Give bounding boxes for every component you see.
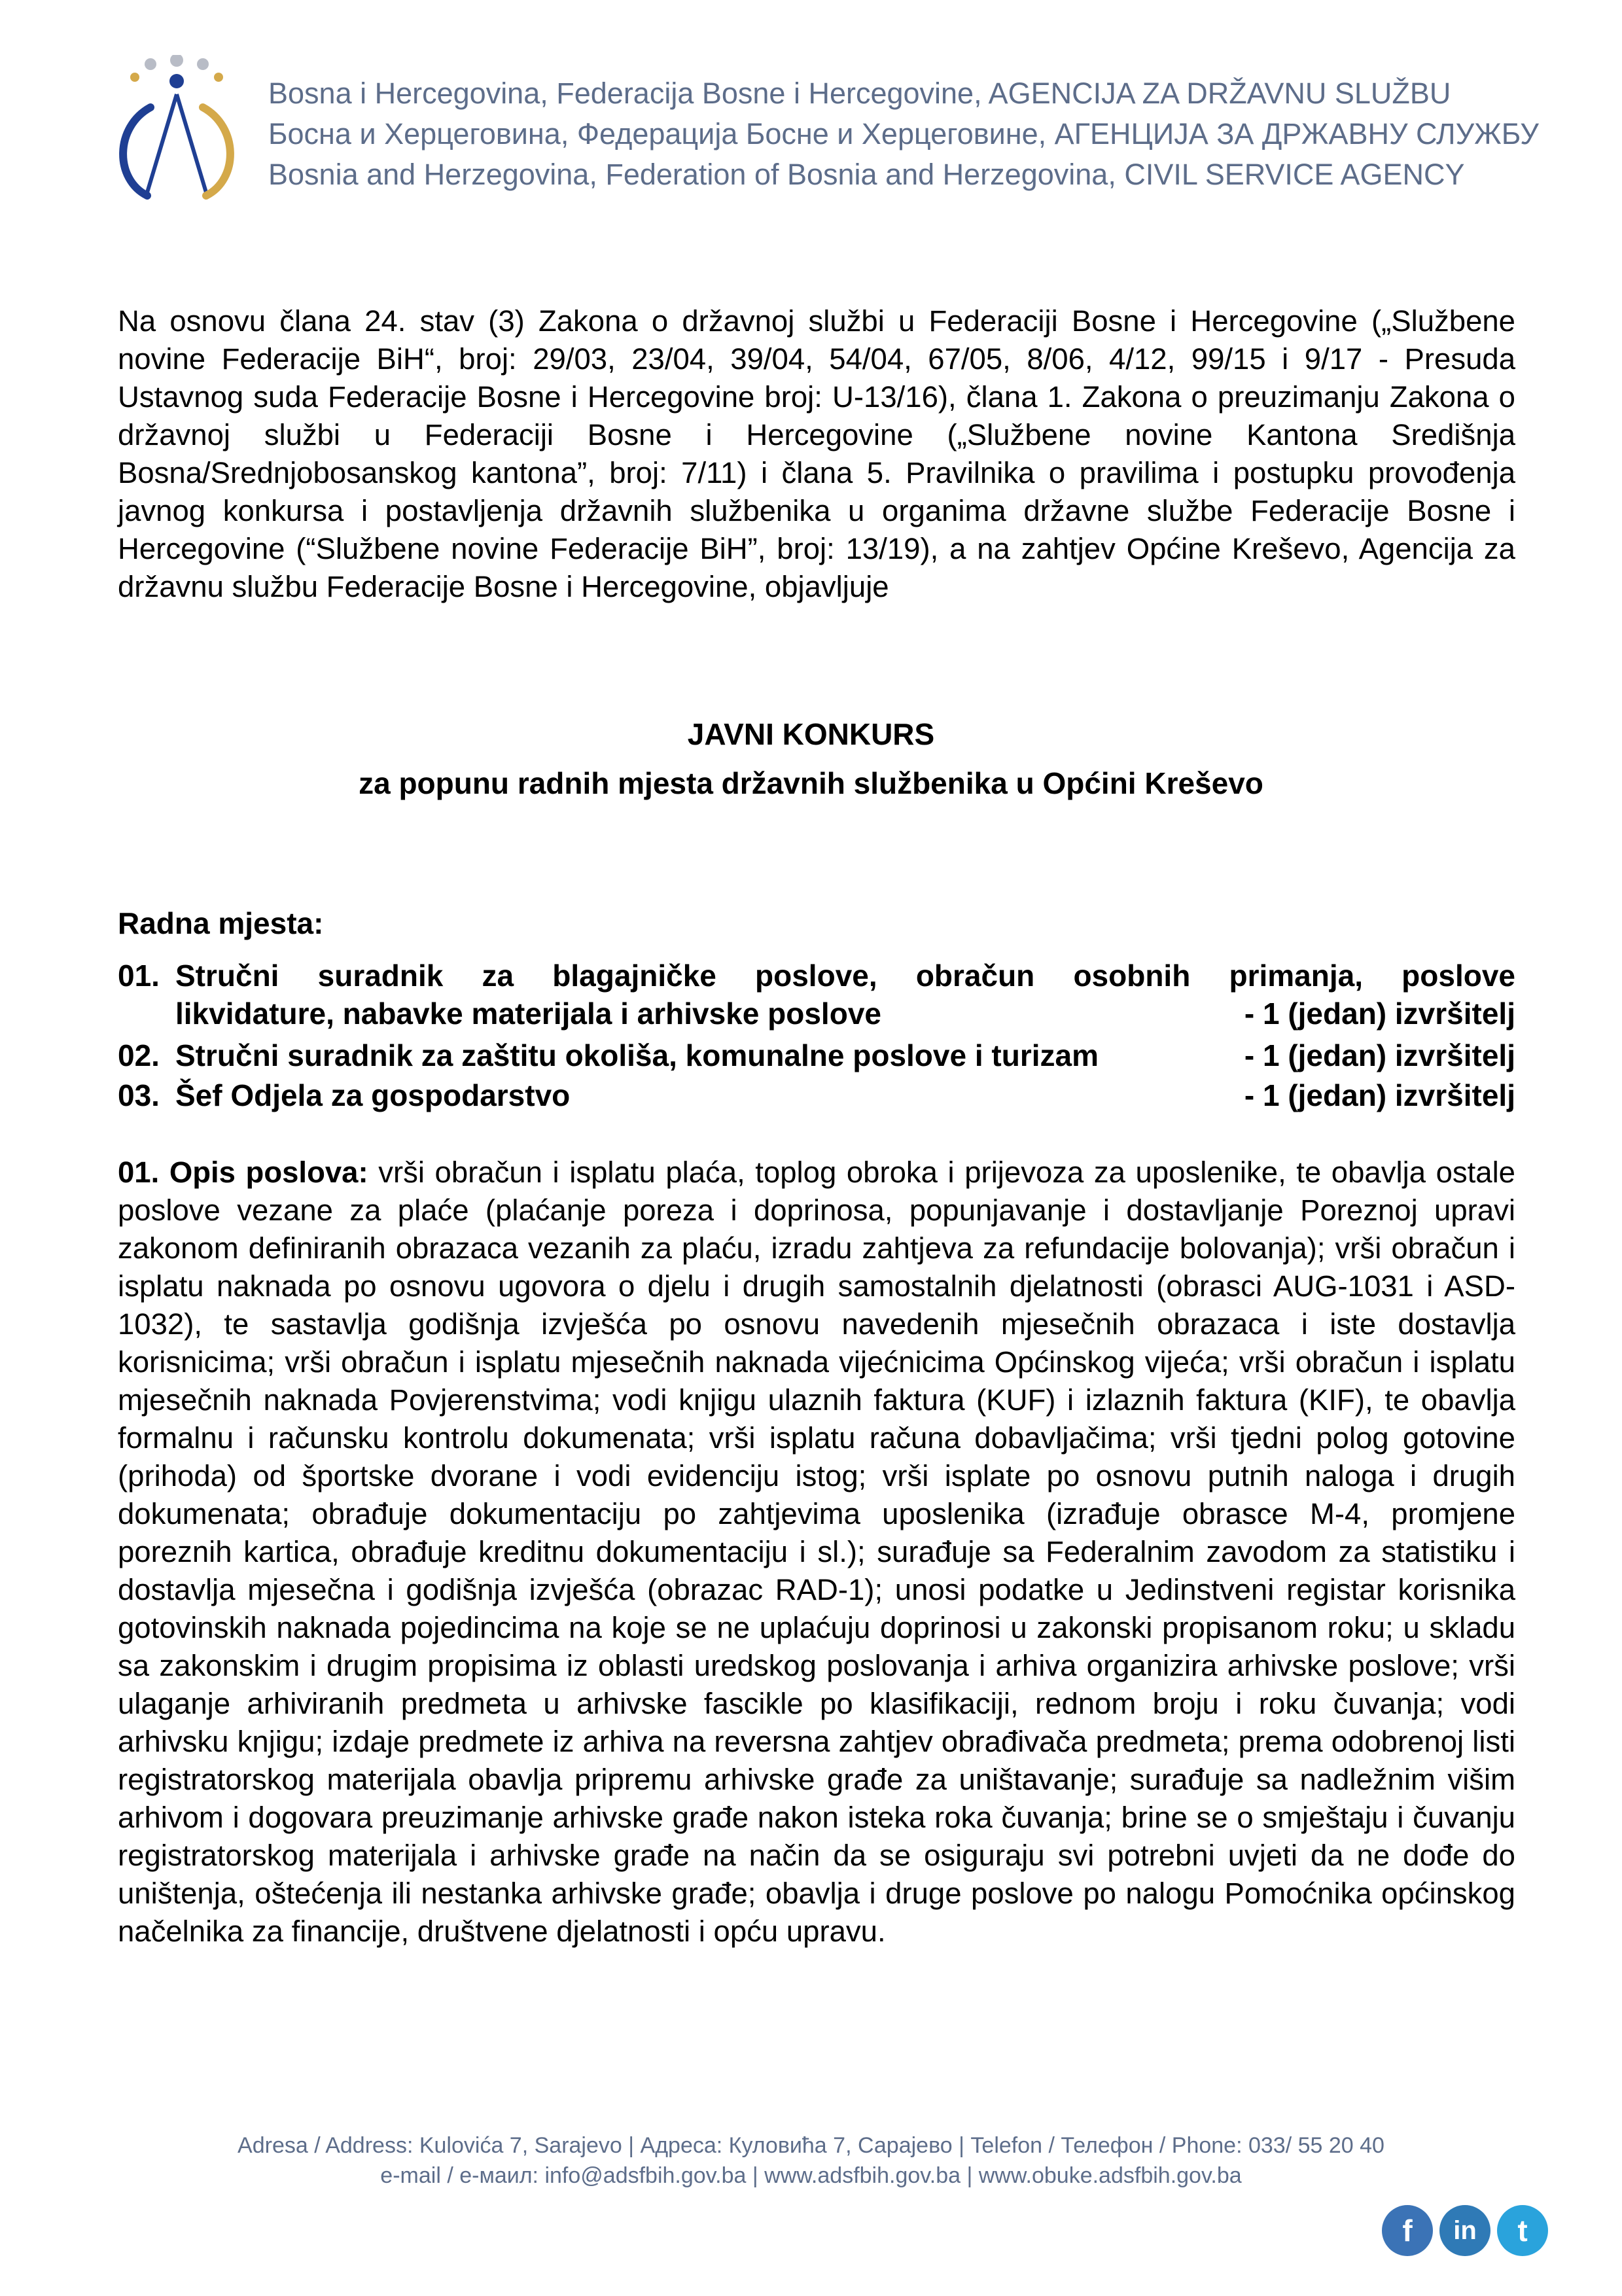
job-duties-text: vrši obračun i isplatu plaća, toplog obroka i prijevoza za uposlenike, te obavlja ostale poslove vezane za plaće (plaćanje poreza i doprinosa, popunjavanje i dostavljanje Poreznoj upravi zakonom definiranih obrazaca vezanih za plaću, izradu zahtjeva za refundacije bolovanja); vrši obračun i isplatu naknada po osnovu ugovora o djelu i drugih samostalnih djelatnosti (obrasci AUG-1031 i ASD-1032), te sastavlja godišnja izvješća po osnovu navedenih mjesečnih obrazaca i iste dostavlja korisnicima; vrši obračun i isplatu mjesečnih naknada vijećnicima Općinskog vijeća; vrši obračun i isplatu mjesečnih naknada Povjerenstvima; vodi knjigu ulaznih faktura (KUF) i izlaznih faktura (KIF), te obavlja formalnu i računsku kontrolu dokumenata; vrši isplatu računa dobavljačima; vrši tjedni polog gotovine (prihoda) od športske dvorane i vodi evidenciju istog; vrši isplate po osnovu putnih naloga i drugih dokumenata; obrađuje dokumentaciju po zahtjevima uposlenika (izrađuje obrasce M-4, promjene poreznih kartica, obrađuje kreditnu dokumentaciju i sl.); surađuje sa Federalnim zavodom za statistiku i dostavlja mjesečna i godišnja izvješća (obrazac RAD-1); unosi podatke u Jedinstveni registar korisnika gotovinskih naknada pojedincima na koje se ne uplaćuju doprinosi u zakonski propisanom roku; u skladu sa zakonskim i drugim propisima iz oblasti uredskog poslovanja i arhiva organizira arhivske poslove; vrši ulaganje arhiviranih predmeta u arhivske fascikle po klasifikaciji, rednom broju i roku čuvanja; vodi arhivsku knjigu; izdaje predmete iz arhiva na reversna zahtjev obrađivača predmeta; prema odobrenoj listi registratorskog materijala obavlja pripremu arhivske građe za uništavanje; surađuje sa nadležnim višim arhivom i dogovara preuzimanje arhivske građe nakon isteka roka čuvanja; brine se o smještaju i čuvanju registratorskog materijala i arhivske građe na način da se osiguraju svi potrebni uvjeti da ne dođe do uništenja, oštećenja ili nestanka arhivske građe; obavlja i druge poslove po nalogu Pomoćnika općinskog načelnika za financije, društvene djelatnosti i opću upravu. xyxy=(118,1156,1515,1948)
linkedin-icon[interactable]: in xyxy=(1439,2205,1490,2256)
header-line-bosnian: Bosna i Hercegovina, Federacija Bosne i Hercegovine, AGENCIJA ZA DRŽAVNU SLUŽBU xyxy=(268,77,1451,110)
footer-address: Adresa / Address: Kulovića 7, Sarajevo | Адреса: Куловића 7, Сарајево | Telefon / Телефон / Phone: 033/ 55 20 40 xyxy=(238,2133,1384,2158)
position-count: - 1 (jedan) izvršitelj xyxy=(1244,1078,1515,1112)
positions-heading: Radna mjesta: xyxy=(118,906,324,940)
intro-paragraph: Na osnovu člana 24. stav (3) Zakona o državnoj službi u Federaciji Bosne i Hercegovine („Službene novine Federacije BiH“, broj: 29/03, 23/04, 39/04, 54/04, 67/05, 8/06, 4/12, 99/15 i 9/17 - Presuda Ustavnog suda Federacije Bosne i Hercegovine broj: U-13/16), člana 1. Zakona o preuzimanju Zakona o državnoj službi u Federaciji Bosne i Hercegovine („Službene novine Kantona Središnja Bosna/Srednjobosanskog kantona”, broj: 7/11) i člana 5. Pravilnika o pravilima i postupku provođenja javnog konkursa i postavljenja državnih službenika u organima državne službe Federacije Bosne i Hercegovine (“Službene novine Federacije BiH”, broj: 13/19), a na zahtjev Općine Kreševo, Agencija za državnu službu Federacije Bosne i Hercegovine, objavljuje xyxy=(118,304,1515,603)
footer-contact: e-mail / е-маил: info@adsfbih.gov.ba | www.adsfbih.gov.ba | www.obuke.adsfbih.gov.ba xyxy=(380,2163,1242,2188)
position-number: 02. xyxy=(118,1038,160,1072)
job-duties-label: 01. Opis poslova: xyxy=(118,1156,368,1189)
agency-header xyxy=(268,73,1539,195)
document-subtitle: za popunu radnih mjesta državnih službenika u Općini Kreševo xyxy=(359,766,1263,800)
position-title: Stručni suradnik za zaštitu okoliša, komunalne poslove i turizam xyxy=(175,1038,1099,1072)
job-duties-paragraph xyxy=(118,1154,1515,1951)
facebook-icon[interactable]: f xyxy=(1382,2205,1433,2256)
position-number: 01. xyxy=(118,959,160,993)
twitter-icon[interactable]: t xyxy=(1497,2205,1548,2256)
position-count: - 1 (jedan) izvršitelj xyxy=(1244,997,1515,1031)
position-title: Stručni suradnik za blagajničke poslove, obračun osobnih primanja, poslove xyxy=(175,959,1515,993)
position-title: Šef Odjela za gospodarstvo xyxy=(175,1078,571,1112)
social-links xyxy=(1382,2205,1548,2256)
document-title: JAVNI KONKURS xyxy=(687,717,935,751)
header-line-serbian: Босна и Херцеговина, Федерација Босне и Херцеговине, АГЕНЦИЈА ЗА ДРЖАВНУ СЛУЖБУ xyxy=(268,117,1539,150)
position-count: - 1 (jedan) izvršitelj xyxy=(1244,1038,1515,1072)
position-title-continued: likvidature, nabavke materijala i arhivske poslove xyxy=(175,997,881,1031)
agency-logo xyxy=(111,55,242,212)
header-line-english: Bosnia and Herzegovina, Federation of Bosnia and Herzegovina, CIVIL SERVICE AGENCY xyxy=(268,158,1465,191)
position-number: 03. xyxy=(118,1078,160,1112)
